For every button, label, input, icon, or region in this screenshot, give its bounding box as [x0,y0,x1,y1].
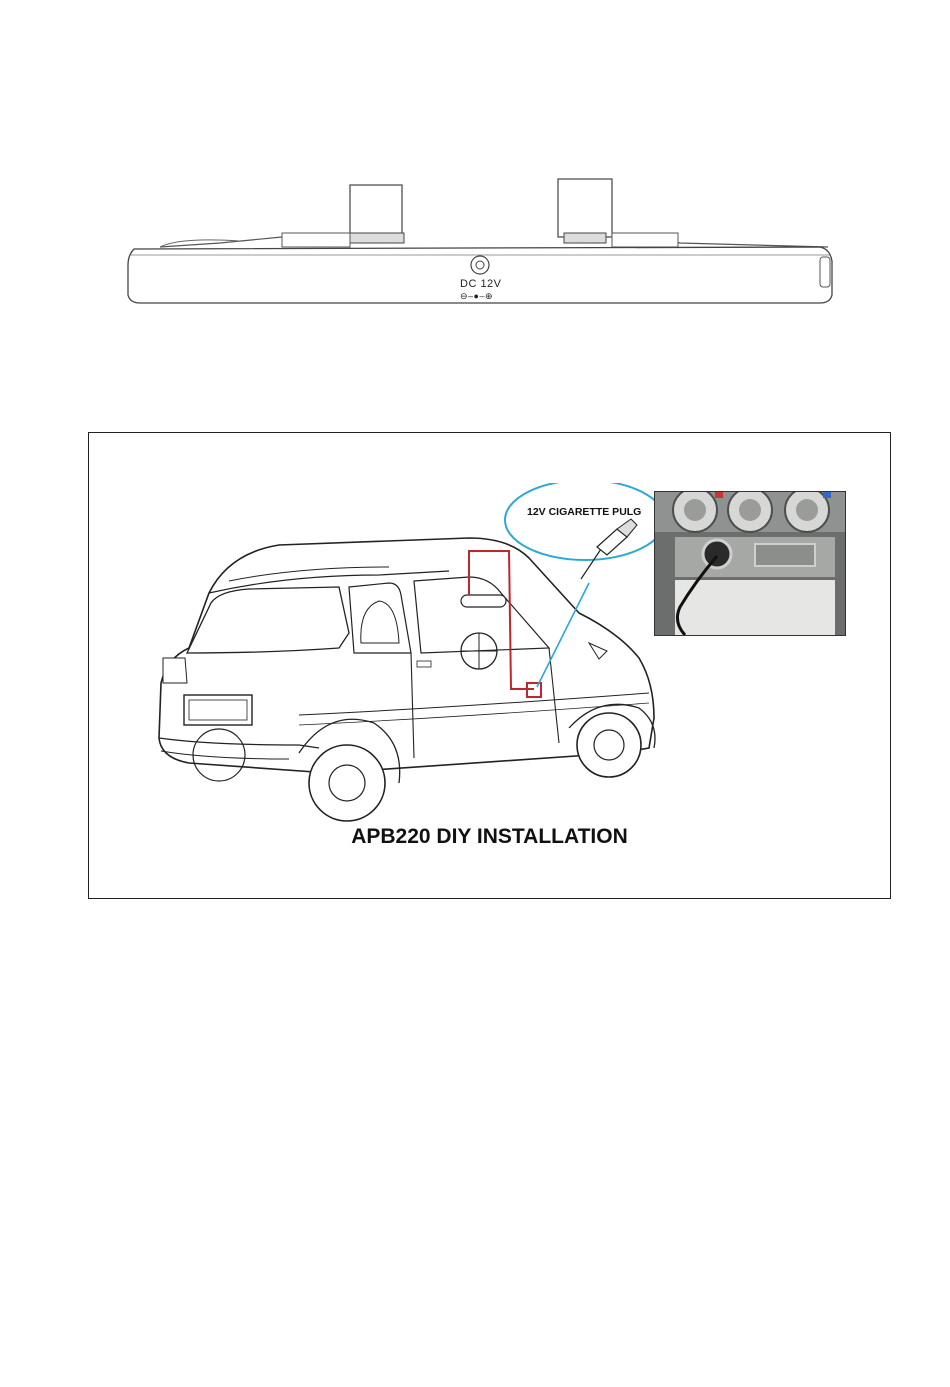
polarity-symbol: ⊖–●–⊕ [460,291,494,301]
dc-port-text: DC 12V [460,278,502,290]
installation-diagram-frame [88,432,891,899]
installation-title: APB220 DIY INSTALLATION [351,825,628,848]
callout-label: 12V CIGARETTE PULG [527,506,642,518]
dc-port-label [460,278,502,302]
car-cigarette-socket-photo [654,491,846,636]
mirror-side-view [120,175,840,310]
car-line-drawing [149,483,729,843]
